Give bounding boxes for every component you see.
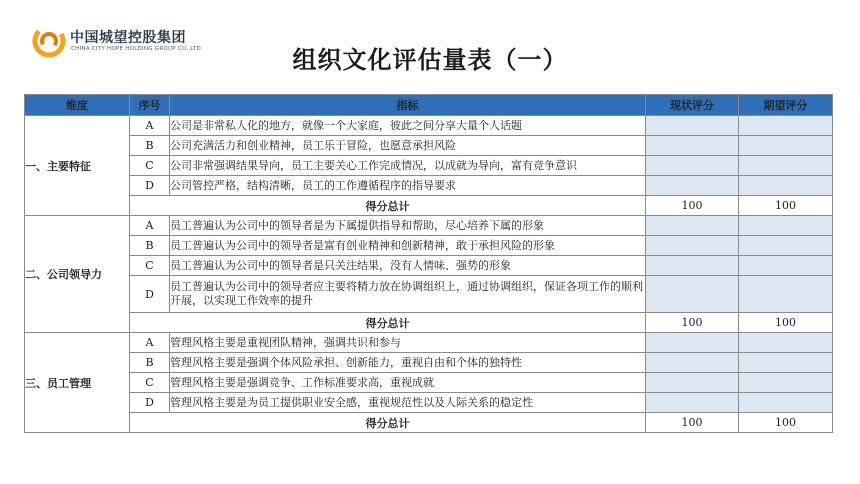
indicator-cell: 员工普遍认为公司中的领导者是为下属提供指导和帮助，尽心培养下属的形象 — [170, 216, 646, 236]
indicator-cell: 管理风格主要是强调竞争、工作标准要求高，重视成就 — [170, 373, 646, 393]
table-row — [25, 373, 833, 393]
indicator-cell: 公司是非常私人化的地方，就像一个大家庭，彼此之间分享大量个人话题 — [170, 116, 646, 136]
assessment-table — [24, 94, 833, 433]
total-row — [25, 196, 833, 216]
logo-name-en: CHINA CITY HOPE HOLDING GROUP CO.,LTD — [71, 46, 201, 52]
current-score-input[interactable] — [646, 353, 739, 373]
expected-score-input[interactable] — [739, 276, 833, 313]
current-score-input[interactable] — [646, 176, 739, 196]
seq-cell: A — [130, 333, 170, 353]
seq-cell: C — [130, 156, 170, 176]
expected-score-input[interactable] — [739, 373, 833, 393]
header-expected-score: 期望评分 — [739, 95, 833, 116]
total-label: 得分总计 — [130, 413, 646, 433]
current-score-input[interactable] — [646, 373, 739, 393]
dimension-cell: 二、公司领导力 — [25, 216, 130, 333]
current-score-input[interactable] — [646, 236, 739, 256]
expected-score-input[interactable] — [739, 136, 833, 156]
total-row — [25, 313, 833, 333]
expected-score-input[interactable] — [739, 116, 833, 136]
current-score-input[interactable] — [646, 276, 739, 313]
table-row — [25, 176, 833, 196]
indicator-cell: 公司非常强调结果导向，员工主要关心工作完成情况，以成就为导向，富有竞争意识 — [170, 156, 646, 176]
total-label: 得分总计 — [130, 196, 646, 216]
indicator-cell: 员工普遍认为公司中的领导者应主要将精力放在协调组织上，通过协调组织，保证各项工作的顺利开展，以实现工作效率的提升 — [170, 276, 646, 313]
dimension-cell: 一、主要特征 — [25, 116, 130, 216]
indicator-cell: 员工普遍认为公司中的领导者是只关注结果，没有人情味、强势的形象 — [170, 256, 646, 276]
seq-cell: C — [130, 373, 170, 393]
indicator-cell: 管理风格主要是强调个体风险承担、创新能力，重视自由和个体的独特性 — [170, 353, 646, 373]
seq-cell: B — [130, 236, 170, 256]
total-expected-score: 100 — [739, 413, 833, 433]
total-current-score: 100 — [646, 313, 739, 333]
header-indicator: 指标 — [170, 95, 646, 116]
total-expected-score: 100 — [739, 313, 833, 333]
seq-cell: A — [130, 116, 170, 136]
table-row — [25, 256, 833, 276]
current-score-input[interactable] — [646, 333, 739, 353]
current-score-input[interactable] — [646, 256, 739, 276]
expected-score-input[interactable] — [739, 333, 833, 353]
total-current-score: 100 — [646, 196, 739, 216]
current-score-input[interactable] — [646, 216, 739, 236]
table-row — [25, 156, 833, 176]
table-row — [25, 236, 833, 256]
expected-score-input[interactable] — [739, 353, 833, 373]
dimension-cell: 三、员工管理 — [25, 333, 130, 433]
seq-cell: A — [130, 216, 170, 236]
table-row — [25, 116, 833, 136]
current-score-input[interactable] — [646, 393, 739, 413]
seq-cell: B — [130, 136, 170, 156]
table-row — [25, 393, 833, 413]
seq-cell: D — [130, 176, 170, 196]
table-row — [25, 333, 833, 353]
total-current-score: 100 — [646, 413, 739, 433]
table-row — [25, 353, 833, 373]
table-row — [25, 216, 833, 236]
seq-cell: D — [130, 276, 170, 313]
indicator-cell: 公司充满活力和创业精神，员工乐于冒险，也愿意承担风险 — [170, 136, 646, 156]
page-title: 组织文化评估量表（一） — [292, 46, 568, 74]
indicator-cell: 员工普遍认为公司中的领导者是富有创业精神和创新精神，敢于承担风险的形象 — [170, 236, 646, 256]
seq-cell: B — [130, 353, 170, 373]
header-current-score: 现状评分 — [646, 95, 739, 116]
total-expected-score: 100 — [739, 196, 833, 216]
table-row — [25, 136, 833, 156]
expected-score-input[interactable] — [739, 176, 833, 196]
total-row — [25, 413, 833, 433]
header-dimension: 维度 — [25, 95, 130, 116]
expected-score-input[interactable] — [739, 156, 833, 176]
current-score-input[interactable] — [646, 136, 739, 156]
table-row — [25, 276, 833, 313]
current-score-input[interactable] — [646, 156, 739, 176]
indicator-cell: 管理风格主要是重视团队精神，强调共识和参与 — [170, 333, 646, 353]
seq-cell: C — [130, 256, 170, 276]
indicator-cell: 管理风格主要是为员工提供职业安全感，重视规范性以及人际关系的稳定性 — [170, 393, 646, 413]
expected-score-input[interactable] — [739, 236, 833, 256]
logo-name-cn: 中国城望控股集团 — [70, 30, 186, 46]
header-seq: 序号 — [130, 95, 170, 116]
expected-score-input[interactable] — [739, 216, 833, 236]
table-header-row — [25, 95, 833, 116]
current-score-input[interactable] — [646, 116, 739, 136]
expected-score-input[interactable] — [739, 393, 833, 413]
seq-cell: D — [130, 393, 170, 413]
indicator-cell: 公司管控严格，结构清晰，员工的工作遵循程序的指导要求 — [170, 176, 646, 196]
expected-score-input[interactable] — [739, 256, 833, 276]
total-label: 得分总计 — [130, 313, 646, 333]
